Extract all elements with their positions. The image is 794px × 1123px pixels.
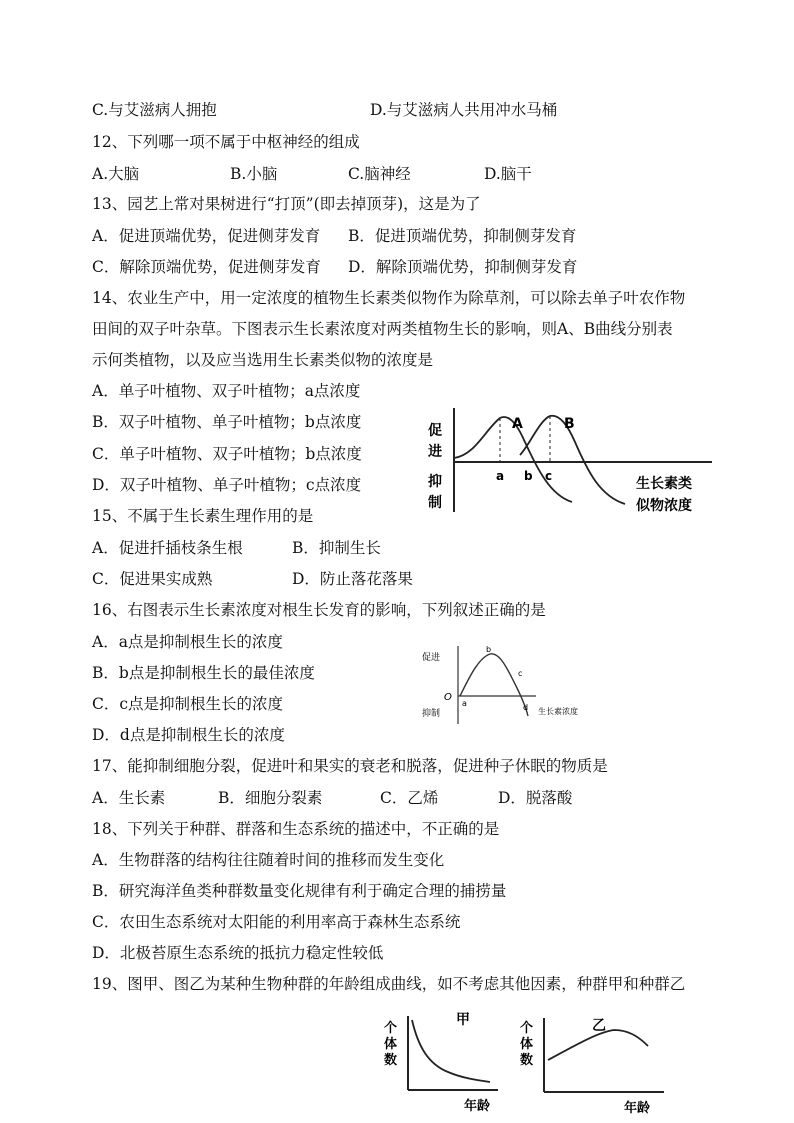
q16-y-up: 促进 <box>422 653 441 663</box>
q14-stem-line1: 14、农业生产中，用一定浓度的植物生长素类似物作为除草剂，可以除去单子叶农作物 <box>92 289 686 307</box>
q19-figure-jia <box>378 1006 508 1116</box>
q16-option-b: B．b点是抑制根生长的最佳浓度 <box>92 664 315 682</box>
q14-label-a: A <box>512 416 523 432</box>
q14-label-b: B <box>564 416 575 432</box>
q11-option-c: C.与艾滋病人拥抱 <box>92 101 217 119</box>
q14-point-c: c <box>545 469 553 483</box>
q18-stem: 18、下列关于种群、群落和生态系统的描述中，不正确的是 <box>92 820 500 838</box>
q19-jia-title: 甲 <box>456 1012 470 1028</box>
q19-stem: 19、图甲、图乙为某种生物种群的年龄组成曲线，如不考虑其他因素，种群甲和种群乙 <box>92 975 686 993</box>
q12-option-c: C.脑神经 <box>348 165 411 183</box>
q17-option-c: C．乙烯 <box>380 789 439 807</box>
q16-x-label: 生长素浓度 <box>538 707 578 716</box>
q13-option-c: C．解除顶端优势，促进侧芽发育 <box>92 258 321 276</box>
q14-x-label-2: 似物浓度 <box>636 498 692 514</box>
q14-option-d: D．双子叶植物、单子叶植物；c点浓度 <box>92 476 362 494</box>
q14-figure <box>420 400 720 530</box>
q16-point-b: b <box>486 645 492 654</box>
q19-figure-yi <box>514 1008 674 1118</box>
q16-point-a: a <box>462 699 467 708</box>
q19-yi-curve <box>548 1030 648 1060</box>
q14-y-up-1: 促 <box>428 423 442 439</box>
q13-option-b: B．促进顶端优势，抑制侧芽发育 <box>348 227 577 245</box>
q14-y-down-2: 制 <box>428 495 442 511</box>
q19-yi-y3: 数 <box>520 1053 534 1068</box>
q13-option-a: A．促进顶端优势，促进侧芽发育 <box>92 227 321 245</box>
q16-option-d: D．d点是抑制根生长的浓度 <box>92 726 285 744</box>
q16-option-a: A．a点是抑制根生长的浓度 <box>92 633 283 651</box>
q19-jia-x-label: 年龄 <box>464 1099 491 1114</box>
q16-figure <box>420 640 620 730</box>
q19-yi-title: 乙 <box>592 1018 606 1034</box>
q18-option-a: A．生物群落的结构往往随着时间的推移而发生变化 <box>92 851 445 869</box>
q19-jia-y1: 个 <box>384 1021 398 1036</box>
q12-stem: 12、下列哪一项不属于中枢神经的组成 <box>92 133 360 151</box>
q13-option-d: D．解除顶端优势，抑制侧芽发育 <box>348 258 578 276</box>
q16-stem: 16、右图表示生长素浓度对根生长发育的影响，下列叙述正确的是 <box>92 601 546 619</box>
q14-x-label-1: 生长素类 <box>636 476 692 492</box>
q18-option-d: D．北极苔原生态系统的抵抗力稳定性较低 <box>92 944 384 962</box>
q15-option-d: D．防止落花落果 <box>292 570 413 588</box>
q14-y-down-1: 抑 <box>428 474 442 490</box>
q12-option-a: A.大脑 <box>92 165 140 183</box>
q17-option-b: B．细胞分裂素 <box>218 789 323 807</box>
q18-option-b: B．研究海洋鱼类种群数量变化规律有利于确定合理的捕捞量 <box>92 882 507 900</box>
q16-y-down: 抑制 <box>422 709 441 719</box>
q15-stem: 15、不属于生长素生理作用的是 <box>92 507 314 525</box>
q11-option-d: D.与艾滋病人共用冲水马桶 <box>370 101 558 119</box>
q15-option-c: C．促进果实成熟 <box>92 570 213 588</box>
q16-point-d: d <box>523 703 529 712</box>
q19-yi-y2: 体 <box>520 1037 534 1052</box>
q14-point-b: b <box>524 469 533 483</box>
q18-option-c: C．农田生态系统对太阳能的利用率高于森林生态系统 <box>92 913 461 931</box>
q19-yi-x-label: 年龄 <box>624 1101 651 1116</box>
q17-option-d: D．脱落酸 <box>498 789 573 807</box>
q19-yi-y1: 个 <box>520 1021 534 1036</box>
q12-option-b: B.小脑 <box>230 165 278 183</box>
q14-option-c: C．单子叶植物、双子叶植物；b点浓度 <box>92 445 362 463</box>
q16-option-c: C．c点是抑制根生长的浓度 <box>92 695 284 713</box>
q14-point-a: a <box>496 469 505 483</box>
q15-option-a: A．促进扦插枝条生根 <box>92 539 243 557</box>
q19-jia-y3: 数 <box>384 1053 398 1068</box>
q14-stem-line2: 田间的双子叶杂草。下图表示生长素浓度对两类植物生长的影响，则A、B曲线分别表 <box>92 320 673 338</box>
q19-jia-y2: 体 <box>384 1037 398 1052</box>
q17-option-a: A．生长素 <box>92 789 166 807</box>
q14-option-b: B．双子叶植物、单子叶植物；b点浓度 <box>92 413 362 431</box>
q12-option-d: D.脑干 <box>484 165 532 183</box>
q13-stem: 13、园艺上常对果树进行“打顶”(即去掉顶芽)，这是为了 <box>92 195 481 213</box>
q19-jia-curve <box>412 1020 490 1082</box>
q15-option-b: B．抑制生长 <box>292 539 381 557</box>
q14-stem-line3: 示何类植物，以及应当选用生长素类似物的浓度是 <box>92 351 434 369</box>
q14-option-a: A．单子叶植物、双子叶植物；a点浓度 <box>92 382 361 400</box>
q14-y-up-2: 进 <box>428 444 442 460</box>
q16-point-c: c <box>518 669 523 678</box>
q16-origin: O <box>444 692 452 703</box>
q16-curve <box>460 654 528 716</box>
q17-stem: 17、能抑制细胞分裂，促进叶和果实的衰老和脱落，促进种子休眠的物质是 <box>92 757 608 775</box>
